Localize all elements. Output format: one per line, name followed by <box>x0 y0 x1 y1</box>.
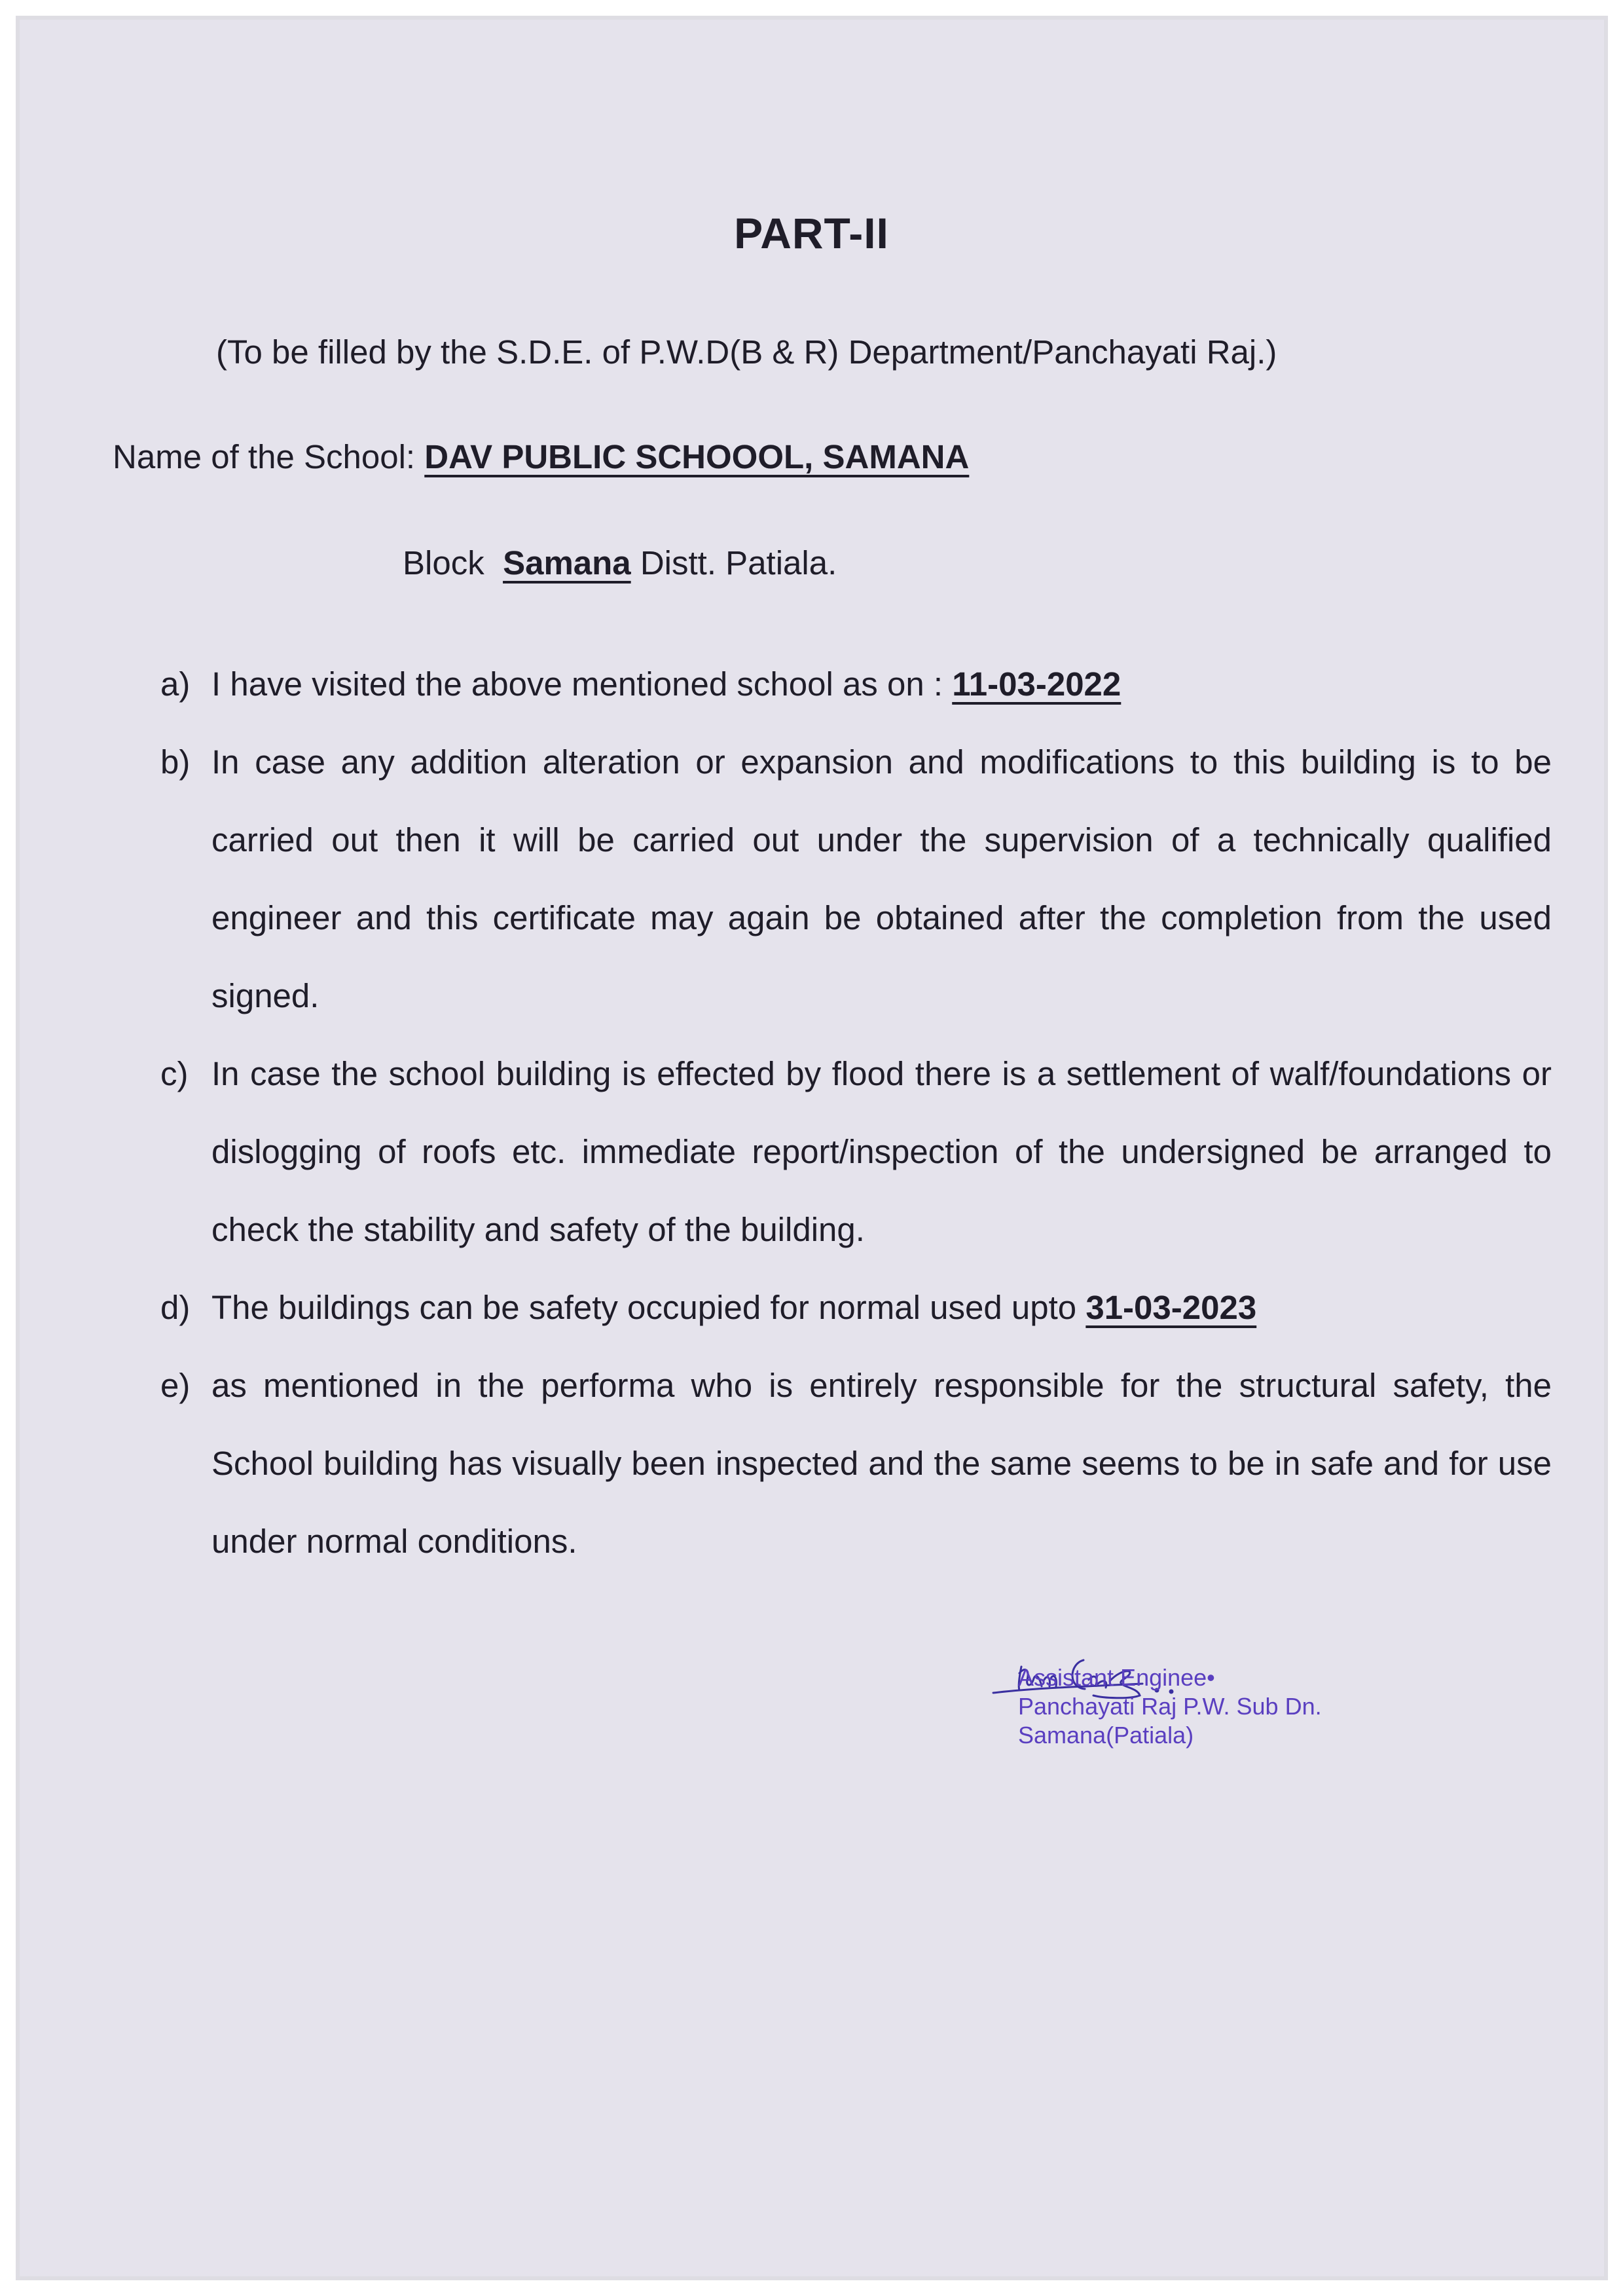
official-stamp <box>1018 1663 1322 1750</box>
clause-text: as mentioned in the performa who is entirely responsible for the structural safety, the School building has visually been inspected and the same seems to be in safe and for use under normal conditions. <box>211 1367 1552 1560</box>
clause-marker: a) <box>160 665 191 703</box>
clause-marker: d) <box>160 1289 191 1326</box>
block-district-row <box>403 544 837 582</box>
stamp-office: Panchayati Raj P.W. Sub Dn. <box>1018 1693 1322 1720</box>
clause-marker: e) <box>160 1367 191 1404</box>
block-label: Block <box>403 544 503 582</box>
clause-marker: b) <box>160 743 191 781</box>
stamp-designation: Assistant Enginee• <box>1018 1664 1215 1691</box>
clause-d <box>160 1268 1552 1346</box>
stamp-location: Samana(Patiala) <box>1018 1722 1194 1749</box>
clause-text: In case any addition alteration or expansion and modifications to this building is to be carried out then it will be carried out under the supervision of a technically qualified engineer and this certificate may again be obtained after the completion from the used signed. <box>211 743 1552 1014</box>
clause-text: I have visited the above mentioned school as on : <box>211 665 953 703</box>
clause-text: In case the school building is effected by flood there is a settlement of walf/foundations or dislogging of roofs etc. immediate report/inspection of the undersigned be arranged to check the stability and safety of the building. <box>211 1055 1552 1248</box>
district-text: Distt. Patiala. <box>630 544 837 582</box>
page-title: PART-II <box>734 209 889 257</box>
clause-a <box>160 645 1552 723</box>
block-value: Samana <box>503 544 631 582</box>
clause-c <box>160 1035 1552 1268</box>
visit-date: 11-03-2022 <box>952 665 1122 703</box>
certificate-clauses <box>160 645 1552 1580</box>
clause-e <box>160 1346 1552 1580</box>
clause-marker: c) <box>160 1055 189 1092</box>
school-name-row <box>113 437 969 476</box>
school-name-value: DAV PUBLIC SCHOOOL, SAMANA <box>424 438 970 475</box>
clause-b <box>160 723 1552 1035</box>
form-instruction: (To be filled by the S.D.E. of P.W.D(B & R) Department/Panchayati Raj.) <box>216 333 1277 371</box>
school-name-label: Name of the School: <box>113 438 425 475</box>
clause-text: The buildings can be safety occupied for normal used upto <box>211 1289 1086 1326</box>
valid-until-date: 31-03-2023 <box>1085 1289 1257 1326</box>
